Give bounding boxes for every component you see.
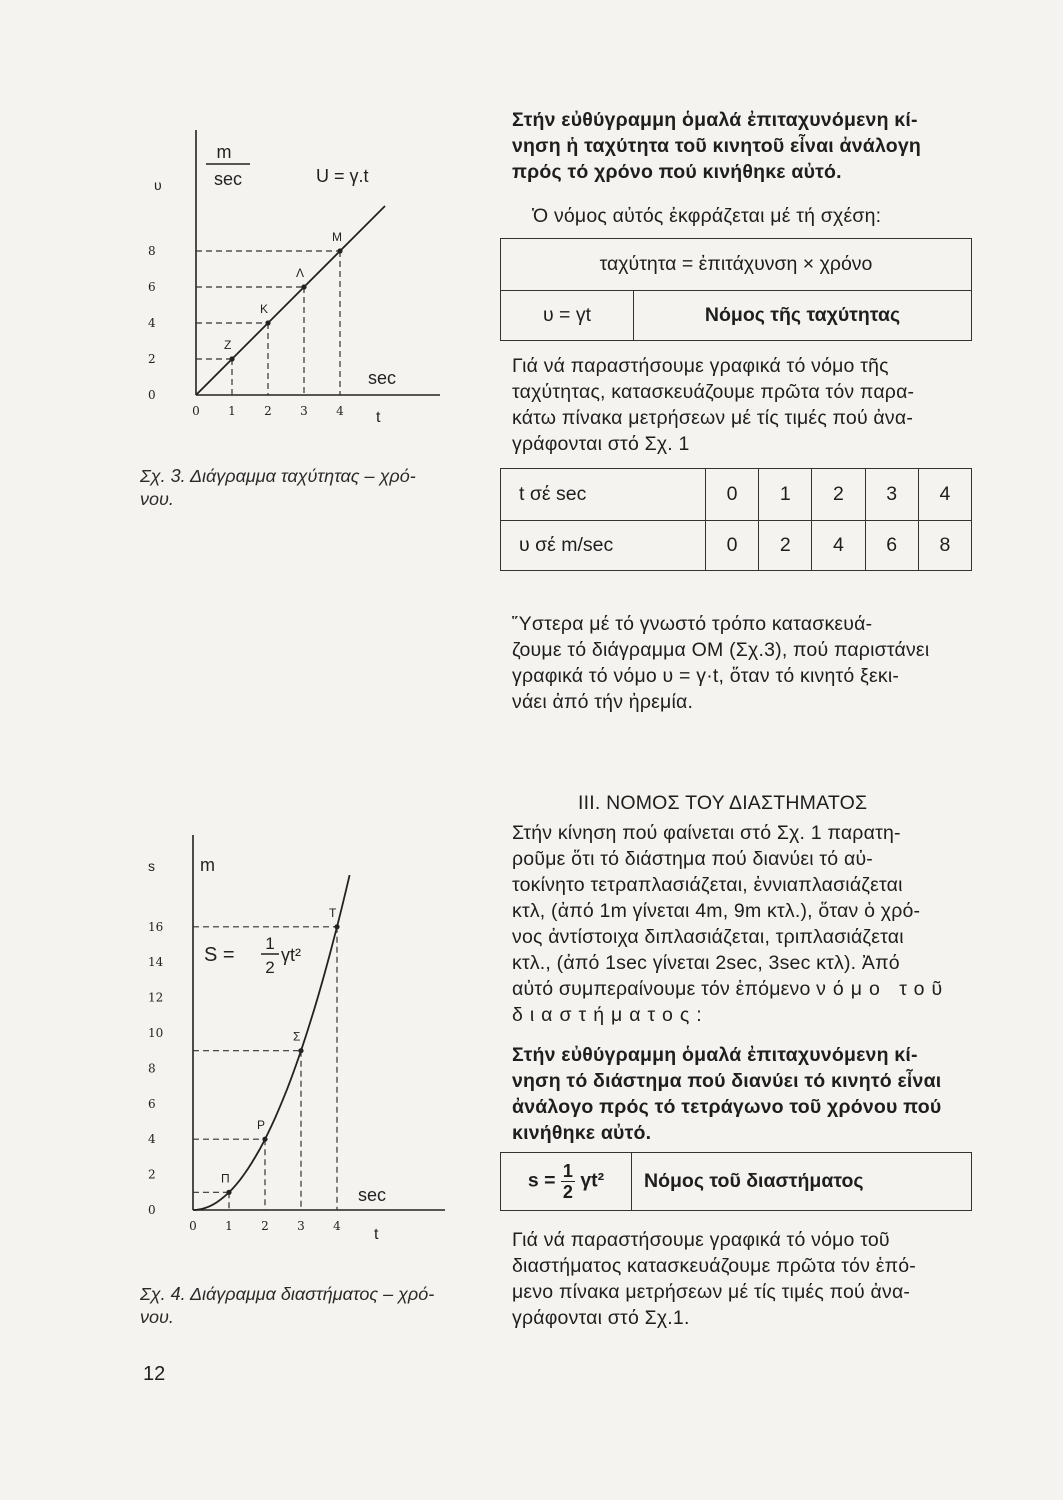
x-axis-symbol: t xyxy=(376,409,381,426)
y-tick-label: 10 xyxy=(148,1026,164,1040)
y-axis-symbol: υ xyxy=(154,177,162,193)
law-box-formula: υ = γt xyxy=(501,291,634,341)
point-label: Τ xyxy=(329,905,337,920)
law-intro: Ὁ νόμος αὐτός ἐκφράζεται μέ τή σχέση: xyxy=(532,205,882,227)
x-axis-unit: sec xyxy=(358,1185,387,1205)
data-point xyxy=(334,924,339,929)
y-tick-label: 2 xyxy=(148,1167,156,1182)
y-tick-label: 0 xyxy=(148,388,156,402)
x-tick-label: 1 xyxy=(228,404,236,418)
data-point xyxy=(337,248,342,253)
x-tick-label: 0 xyxy=(192,404,200,418)
table-cell: 2 xyxy=(812,469,865,521)
y-axis-unit: m xyxy=(200,855,215,875)
y-tick-label: 16 xyxy=(148,919,164,934)
point-label: Μ xyxy=(332,230,342,244)
distance-time-chart xyxy=(140,835,470,1255)
chart-formula-numerator: 1 xyxy=(265,934,275,953)
y-tick-label: 8 xyxy=(148,244,156,258)
table-cell: 4 xyxy=(918,469,971,521)
distance-paragraph-text: Στήν κίνηση πού φαίνεται στό Σχ. 1 παρατη- ροῦμε ὅτι τό διάστημα πού διανύει τό αὐ- τοκίνητο τετραπλασιάζεται, ἐννιαπλασιάζεται κτλ, (ἀπό 1m γίνεται 4m, 9m κτλ.), ὅταν ὁ χρό- νος ἀντίστοιχα διπλασιάζεται, τριπλασιάζεται κτλ., (ἀπό 1sec γίνεται 2sec, 3sec κτλ). Ἀπό αὐτό συμπεραίνουμε τόν ἑπόμενο xyxy=(512,822,921,1000)
velocity-law-box xyxy=(500,238,972,341)
y-tick-label: 6 xyxy=(148,280,156,294)
y-tick-label: 2 xyxy=(148,352,156,366)
series-line xyxy=(196,206,385,395)
x-tick-label: 0 xyxy=(189,1219,197,1233)
fig3-caption: Σχ. 3. Διάγραμμα ταχύτητας – χρό- νου. xyxy=(140,466,416,509)
data-point xyxy=(226,1190,231,1195)
point-label: Λ xyxy=(296,266,305,280)
x-axis-unit: sec xyxy=(368,368,397,388)
spaced-term-a: νόμο τοῦ xyxy=(816,978,950,1000)
point-label: Σ xyxy=(293,1029,301,1044)
section-heading: III. ΝΟΜΟΣ ΤΟΥ ΔΙΑΣΤΗΜΑΤΟΣ xyxy=(578,792,868,814)
x-tick-label: 4 xyxy=(333,1219,341,1233)
chart-formula: U = γ.t xyxy=(316,166,369,186)
velocity-law-statement: Στήν εὐθύγραμμη ὁμαλά ἐπιταχυνόμενη κί- νηση ἡ ταχύτητα τοῦ κινητοῦ εἶναι ἀνάλογη πρός τό χρόνο πού κινήθηκε αὐτό. xyxy=(512,109,922,183)
data-point xyxy=(265,320,270,325)
data-point xyxy=(262,1137,267,1142)
fraction: $\frac{1}{2}$ xyxy=(562,1161,573,1202)
table-cell: υ σέ m/sec xyxy=(501,521,706,571)
diagram-paragraph: Ὕστερα μέ τό γνωστό τρόπο κατασκευά- ζουμε τό διάγραμμα ΟΜ (Σχ.3), πού παριστάνει γραφικά τό νόμο υ = γ·t, ὅταν τό κινητό ξεκι- νάει ἀπό τήν ἠρεμία. xyxy=(512,613,930,713)
y-tick-label: 12 xyxy=(148,990,164,1005)
page-number: 12 xyxy=(143,1363,166,1385)
distance-law-statement: Στήν εὐθύγραμμη ὁμαλά ἐπιταχυνόμενη κί- νηση τό διάστημα πού διανύει τό κινητό εἶναι ἀνάλογο πρός τό τετράγωνο τοῦ χρόνου πού κινήθηκε αὐτό. xyxy=(512,1044,942,1144)
distance-law-box xyxy=(500,1152,972,1211)
x-tick-label: 3 xyxy=(300,404,308,418)
x-tick-label: 1 xyxy=(225,1219,233,1233)
table-cell: 0 xyxy=(706,469,759,521)
chart-formula-tail: γt² xyxy=(281,945,301,965)
y-tick-label: 4 xyxy=(148,316,156,330)
data-point xyxy=(298,1048,303,1053)
y-tick-label: 14 xyxy=(148,955,164,970)
measurement-table xyxy=(500,468,972,571)
point-label: Κ xyxy=(260,302,269,316)
x-axis-symbol: t xyxy=(374,1226,379,1243)
spaced-term-b: διαστήματος: xyxy=(512,1004,709,1026)
law-box-name: Νόμος τῆς ταχύτητας xyxy=(634,291,972,341)
y-tick-label: 4 xyxy=(148,1132,156,1147)
series-curve xyxy=(193,875,350,1210)
velocity-time-chart xyxy=(140,130,470,440)
data-point xyxy=(229,356,234,361)
point-label: Ρ xyxy=(257,1118,266,1133)
table-cell: 1 xyxy=(759,469,812,521)
table-cell: 6 xyxy=(865,521,918,571)
distance-table-intro: Γιά νά παραστήσουμε γραφικά τό νόμο τοῦ διαστήματος κατασκευάζουμε πρῶτα τόν ἑπό- μενο πίνακα μετρήσεων μέ τίς τιμές πού ἀνα- γράφονται στό Σχ.1. xyxy=(512,1229,916,1329)
y-tick-label: 8 xyxy=(148,1061,156,1076)
table-cell: 8 xyxy=(918,521,971,571)
y-tick-label: 6 xyxy=(148,1096,156,1111)
law-box-top: ταχύτητα = ἐπιτάχυνση × χρόνο xyxy=(501,239,972,291)
point-label: Π xyxy=(221,1171,230,1186)
distance-paragraph xyxy=(512,820,982,1028)
unit-denominator: sec xyxy=(213,169,243,189)
data-point xyxy=(301,284,306,289)
table-cell: t σέ sec xyxy=(501,469,706,521)
x-tick-label: 3 xyxy=(297,1219,305,1233)
distance-law-formula: s = $\frac{1}{2}$ γt² xyxy=(501,1153,632,1211)
y-tick-label: 0 xyxy=(148,1203,156,1217)
chart-formula-lhs: S = xyxy=(204,944,235,966)
x-tick-label: 4 xyxy=(336,404,344,418)
point-label: Ζ xyxy=(224,338,232,352)
table-cell: 3 xyxy=(865,469,918,521)
distance-law-name: Νόμος τοῦ διαστήματος xyxy=(632,1153,972,1211)
measure-intro: Γιά νά παραστήσουμε γραφικά τό νόμο τῆς ταχύτητας, κατασκευάζουμε πρῶτα τόν παρα- κάτω πίνακα μετρήσεων μέ τίς τιμές πού ἀνα- γράφονται στό Σχ. 1 xyxy=(512,355,915,455)
table-cell: 4 xyxy=(812,521,865,571)
x-tick-label: 2 xyxy=(264,404,272,418)
table-row xyxy=(501,521,972,571)
unit-numerator: m xyxy=(216,142,232,162)
fig4-caption: Σχ. 4. Διάγραμμα διαστήματος – χρό- νου. xyxy=(140,1284,435,1327)
chart-formula-denominator: 2 xyxy=(265,958,275,977)
table-cell: 2 xyxy=(759,521,812,571)
y-axis-symbol: s xyxy=(148,858,155,874)
table-row xyxy=(501,469,972,521)
table-cell: 0 xyxy=(706,521,759,571)
x-tick-label: 2 xyxy=(261,1219,269,1233)
